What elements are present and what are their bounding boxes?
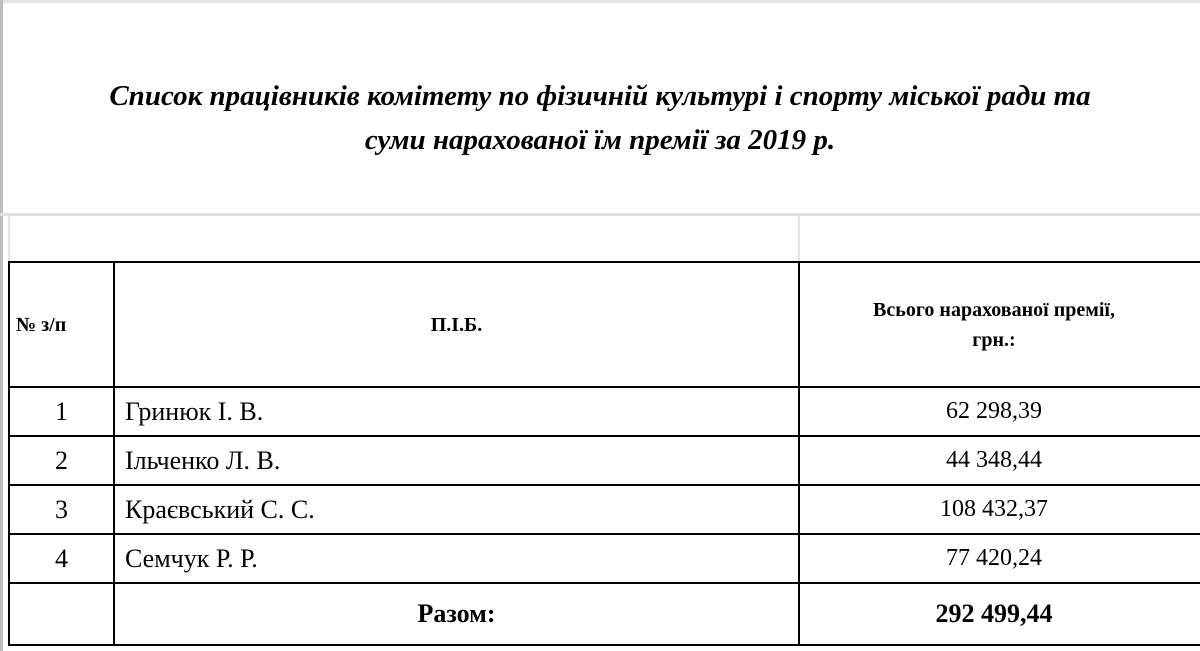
row-amount[interactable]: 44 348,44 xyxy=(799,436,1200,485)
document-title xyxy=(0,74,1200,162)
row-number[interactable]: 2 xyxy=(9,436,114,485)
table-total-row xyxy=(9,583,1200,645)
sheet-column-divider xyxy=(8,215,10,265)
header-name[interactable]: П.І.Б. xyxy=(114,262,799,387)
row-name[interactable]: Ільченко Л. В. xyxy=(114,436,799,485)
row-number[interactable]: 4 xyxy=(9,534,114,583)
header-total-line-2: грн.: xyxy=(972,328,1016,351)
row-number[interactable]: 1 xyxy=(9,387,114,436)
table-row xyxy=(9,387,1200,436)
sheet-column-divider xyxy=(798,215,800,265)
title-line-2: суми нарахованої їм премії за 2019 р. xyxy=(364,124,836,156)
header-total-bonus[interactable] xyxy=(799,262,1200,387)
header-number[interactable]: № з/п xyxy=(9,262,114,387)
total-empty-cell[interactable] xyxy=(9,583,114,645)
sheet-row-divider xyxy=(0,213,1200,216)
bonus-table xyxy=(8,261,1200,646)
row-name[interactable]: Семчук Р. Р. xyxy=(114,534,799,583)
sheet-top-border xyxy=(0,0,1200,3)
row-amount[interactable]: 108 432,37 xyxy=(799,485,1200,534)
table-row xyxy=(9,534,1200,583)
total-amount[interactable]: 292 499,44 xyxy=(799,583,1200,645)
row-number[interactable]: 3 xyxy=(9,485,114,534)
row-name[interactable]: Гринюк І. В. xyxy=(114,387,799,436)
title-line-1: Список працівників комітету по фізичній культурі і спорту міської ради та xyxy=(109,80,1091,112)
row-amount[interactable]: 77 420,24 xyxy=(799,534,1200,583)
table-header-row xyxy=(9,262,1200,387)
header-total-line-1: Всього нарахованої премії, xyxy=(873,298,1115,321)
table-row xyxy=(9,485,1200,534)
total-label[interactable]: Разом: xyxy=(114,583,799,645)
row-amount[interactable]: 62 298,39 xyxy=(799,387,1200,436)
row-name[interactable]: Краєвський С. С. xyxy=(114,485,799,534)
table-row xyxy=(9,436,1200,485)
